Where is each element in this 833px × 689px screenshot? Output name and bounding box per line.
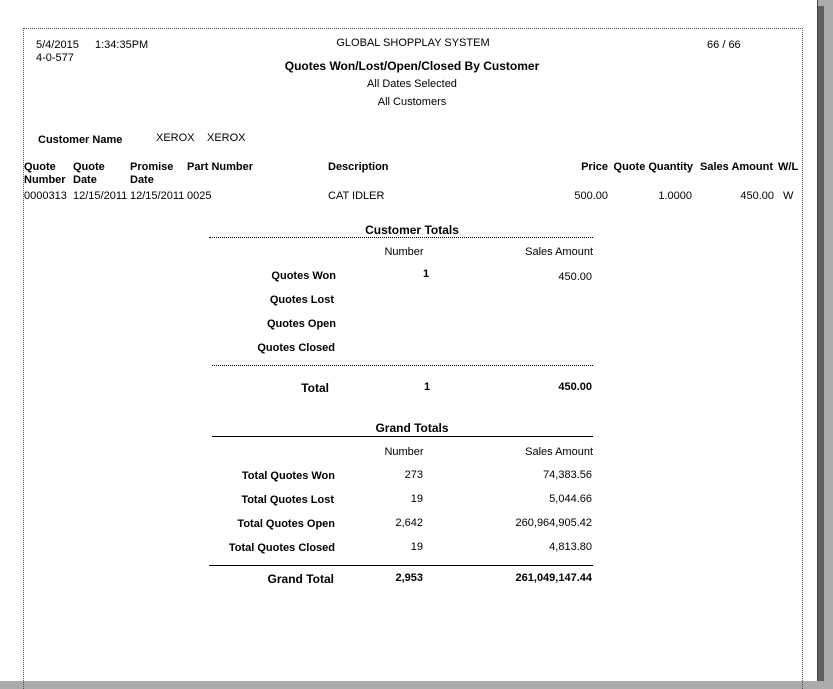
gt-lost-label: Total Quotes Lost: [241, 494, 334, 506]
ct-closed-label: Quotes Closed: [257, 342, 335, 354]
customer-totals-divider-top: [209, 237, 593, 238]
col-quote-date-line1: Quote: [73, 161, 105, 173]
gt-grand-label: Grand Total: [267, 572, 334, 586]
grand-totals-divider-top: [212, 436, 593, 437]
customer-id: XEROX: [156, 132, 195, 144]
col-quote-quantity: Quote Quantity: [613, 161, 693, 173]
customer-totals-divider-bottom: [212, 365, 593, 366]
row-part-number: 0025: [187, 190, 212, 202]
row-quote-number: 0000313: [24, 190, 67, 202]
report-code: 4-0-577: [36, 52, 74, 64]
page-separator: /: [722, 39, 726, 51]
gt-lost-number: 19: [410, 493, 423, 505]
col-wl: W/L: [778, 161, 799, 173]
row-promise-date: 12/15/2011: [130, 190, 185, 202]
row-description: CAT IDLER: [328, 190, 385, 202]
col-part-number: Part Number: [187, 161, 254, 173]
page-number: 66: [707, 39, 720, 51]
gt-number-header: Number: [384, 446, 424, 458]
ct-total-number: 1: [424, 381, 431, 393]
ct-amount-header: Sales Amount: [525, 246, 593, 258]
date-filter: All Dates Selected: [367, 78, 457, 90]
gt-open-amount: 260,964,905.42: [515, 517, 592, 529]
report-title: Quotes Won/Lost/Open/Closed By Customer: [284, 59, 540, 73]
grand-totals-divider-bottom: [209, 565, 593, 566]
ct-lost-label: Quotes Lost: [269, 294, 334, 306]
col-promise-date: [130, 161, 173, 187]
ct-open-label: Quotes Open: [266, 318, 336, 330]
grand-totals-title: Grand Totals: [375, 421, 449, 435]
gt-grand-amount: 261,049,147.44: [515, 572, 592, 584]
page-info: [707, 39, 741, 52]
col-promise-date-line2: Date: [130, 174, 154, 186]
page-total: 66: [728, 39, 741, 51]
gt-closed-amount: 4,813.80: [549, 541, 592, 553]
gt-amount-header: Sales Amount: [525, 446, 593, 458]
col-quote-number-line1: Quote: [24, 161, 56, 173]
gt-won-label: Total Quotes Won: [241, 470, 335, 482]
row-sales-amount: 450.00: [740, 190, 774, 202]
report-date: 5/4/2015: [36, 39, 79, 51]
ct-total-label: Total: [301, 381, 329, 395]
col-quote-number-line2: Number: [24, 174, 66, 186]
gt-grand-number: 2,953: [395, 572, 423, 584]
col-quote-date-line2: Date: [73, 174, 97, 186]
gt-open-number: 2,642: [395, 517, 423, 529]
gt-open-label: Total Quotes Open: [237, 518, 335, 530]
gt-won-amount: 74,383.56: [543, 469, 592, 481]
page-margin-frame: [23, 28, 803, 689]
ct-won-label: Quotes Won: [271, 270, 336, 282]
row-price: 500.00: [574, 190, 608, 202]
customer-filter: All Customers: [377, 96, 447, 108]
col-quote-date: [73, 161, 105, 187]
col-sales-amount: Sales Amount: [700, 161, 773, 173]
gt-won-number: 273: [404, 469, 423, 481]
gt-closed-number: 19: [410, 541, 423, 553]
report-time: 1:34:35PM: [95, 39, 149, 51]
page-shadow: [818, 6, 824, 681]
row-quote-date: 12/15/2011: [73, 190, 128, 202]
row-quantity: 1.0000: [658, 190, 692, 202]
customer-totals-title: Customer Totals: [365, 223, 459, 237]
col-description: Description: [328, 161, 389, 173]
customer-name-label: Customer Name: [38, 134, 123, 146]
gt-lost-amount: 5,044.66: [549, 493, 592, 505]
col-promise-date-line1: Promise: [130, 161, 174, 173]
ct-number-header: Number: [384, 246, 424, 258]
ct-total-amount: 450.00: [558, 381, 592, 393]
row-wl: W: [783, 190, 794, 202]
ct-won-number: 1: [423, 268, 430, 280]
ct-won-amount: 450.00: [558, 271, 592, 283]
gt-closed-label: Total Quotes Closed: [228, 542, 335, 554]
col-price: Price: [581, 161, 608, 173]
col-quote-number: [24, 161, 66, 187]
customer-name: XEROX: [207, 132, 246, 144]
system-name: GLOBAL SHOPPLAY SYSTEM: [336, 37, 490, 49]
